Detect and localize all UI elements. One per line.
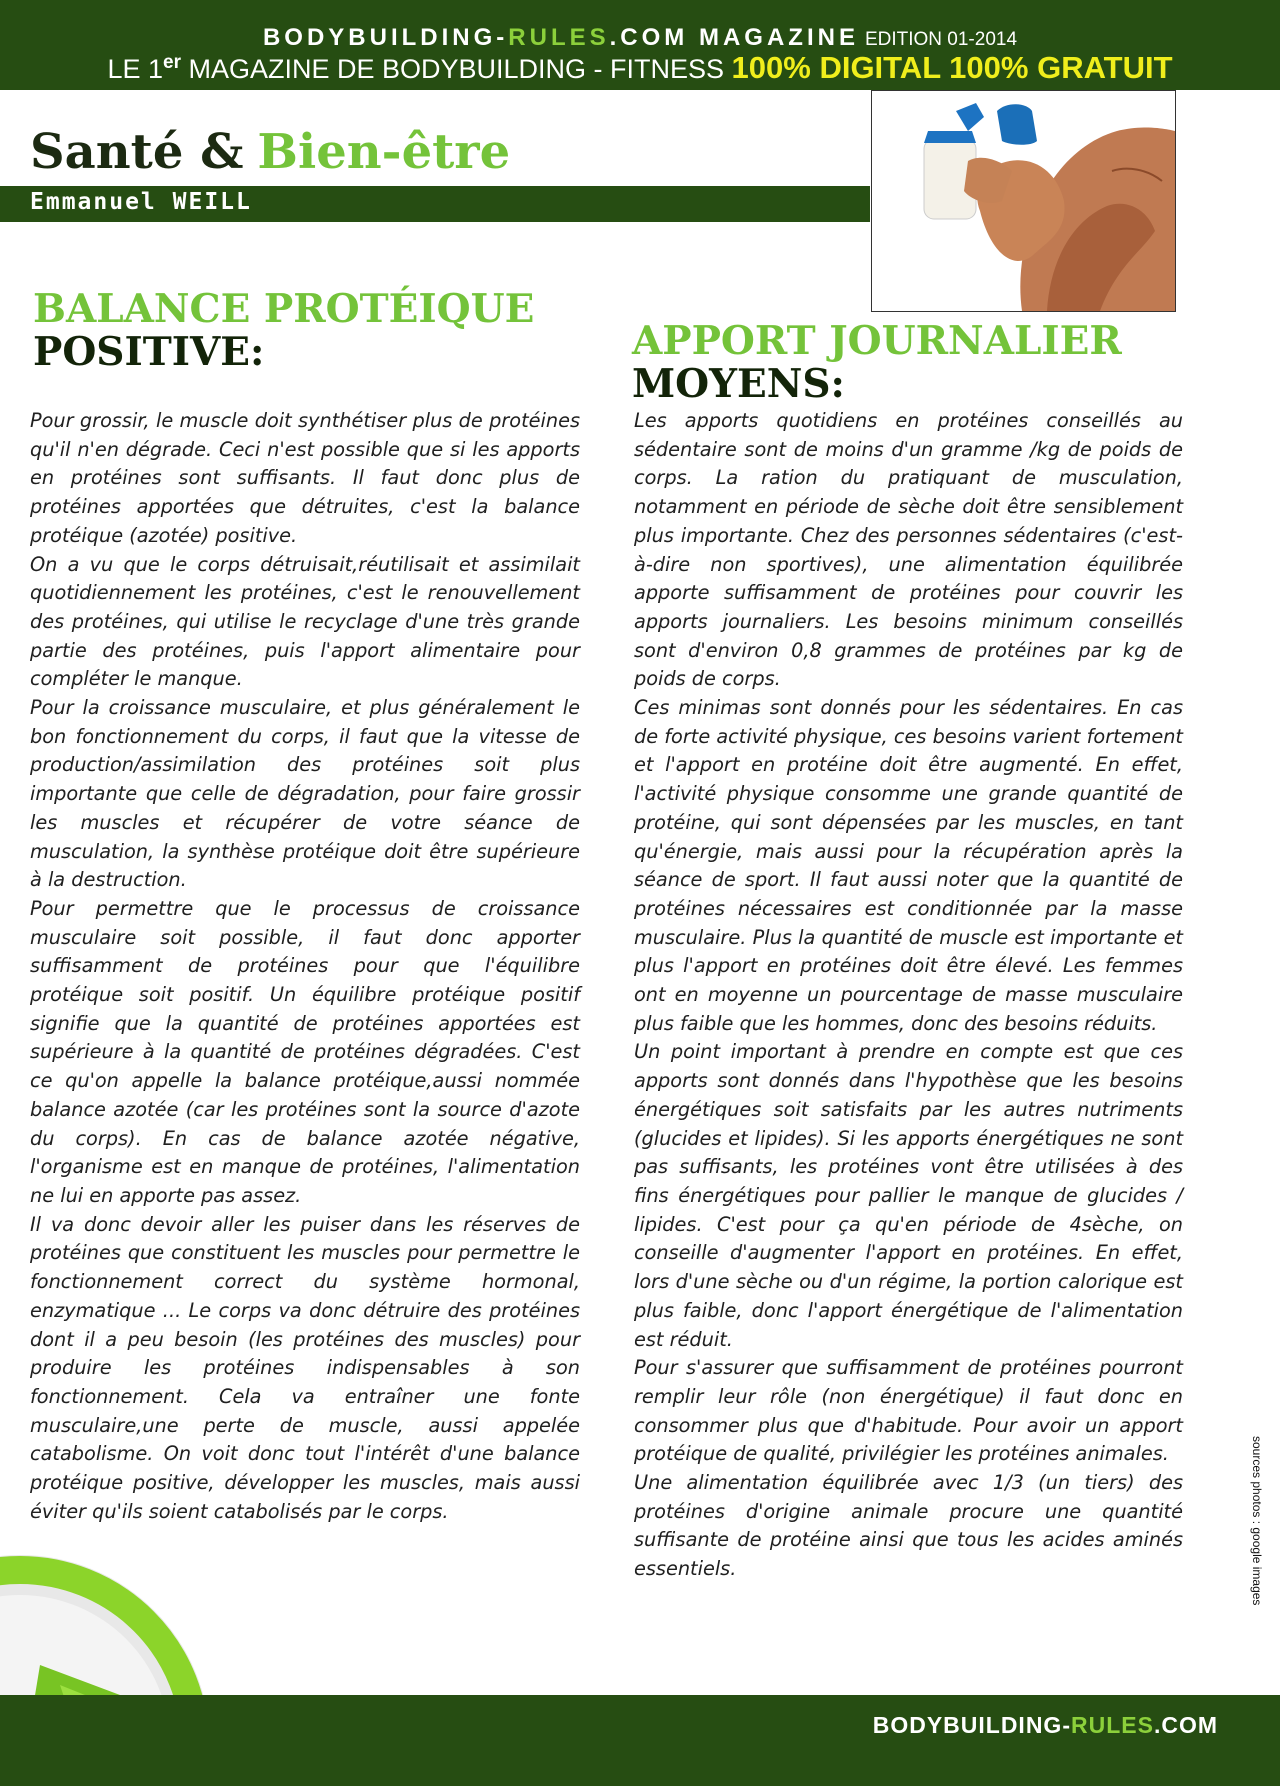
article-left-paragraph: Pour grossir, le muscle doit synthétiser plus de protéines qu'il n'en dégrade. Ceci n'est possible que si les apports en protéines sont suffisants. Il faut donc plus de protéines apportées que détruites, c'est la balance protéique (azotée) positive. bbox=[30, 409, 580, 547]
edition-label: EDITION 01-2014 bbox=[864, 29, 1018, 50]
footer-site-name: BODYBUILDING-RULES.COM bbox=[872, 1712, 1218, 1738]
article-left-body bbox=[30, 407, 580, 1526]
author-bar bbox=[0, 186, 870, 222]
article-left-paragraph: Pour la croissance musculaire, et plus généralement le bon fonctionnement du corps, il faut que la vitesse de production/assimilation des protéines soit plus importante que celle de dégradation, pour faire grossir les muscles et récupérer de votre séance de musculation, la synthèse protéique doit être supérieure à la destruction. bbox=[30, 696, 580, 892]
author-name: Emmanuel WEILL bbox=[30, 189, 252, 215]
article-right-paragraph: Les apports quotidiens en protéines conseillés au sédentaire sont de moins d'un gramme /kg de poids de corps. La ration du pratiquant de musculation, notamment en période de sèche doit être sensiblement plus importante. Chez des personnes sédentaires (c'est-à-dire non sportives), une alimentation équilibrée apporte suffisamment de protéines pour couvrir les apports journaliers. Les besoins minimum conseillés sont d'environ 0,8 grammes de protéines par kg de poids de corps. bbox=[634, 409, 1183, 691]
digital-free-highlight: 100% DIGITAL 100% GRATUIT bbox=[731, 50, 1173, 85]
article-right-paragraph: Pour s'assurer que suffisamment de protéines pourront remplir leur rôle (non énergétique) il faut donc en consommer plus que d'habitude. Pour avoir un apport protéique de qualité, privilégier les protéines animales. bbox=[634, 1356, 1183, 1466]
article-right-paragraph: Un point important à prendre en compte est que ces apports sont donnés dans l'hypothèse que les besoins énergétiques soit satisfaits par les autres nutriments (glucides et lipides). Si les apports énergétiques ne sont pas suffisants, les protéines vont être utilisées à des fins énergétiques pour pallier le manque de glucides / lipides. C'est pour ça qu'en période de 4sèche, on conseille d'augmenter l'apport en protéines. En effet, lors d'une sèche ou d'un régime, la portion calorique est plus faible, donc l'apport énergétique de l'alimentation est réduit. bbox=[634, 1040, 1183, 1351]
article-right-body bbox=[634, 407, 1183, 1584]
heading-balance-proteique: BALANCE PROTÉIQUE POSITIVE: bbox=[33, 286, 535, 375]
athlete-shaker-photo bbox=[871, 90, 1176, 312]
article-left-paragraph: Il va donc devoir aller les puiser dans les réserves de protéines que constituent les muscles pour permettre le fonctionnement correct du système hormonal, enzymatique ... Le corps va donc détruire des protéines dont il a peu besoin (les protéines des muscles) pour produire les protéines indispensables à son fonctionnement. Cela va entraîner une fonte musculaire,une perte de muscle, aussi appelée catabolisme. On voit donc tout l'intérêt d'une balance protéique positive, développer les muscles, mais aussi éviter qu'ils soient catabolisés par le corps. bbox=[30, 1212, 580, 1523]
magazine-title: BODYBUILDING-RULES.COM MAGAZINE EDITION 01-2014 bbox=[262, 24, 1018, 51]
section-title: Santé & Bien-être bbox=[30, 124, 511, 180]
article-left-paragraph: On a vu que le corps détruisait,réutilisait et assimilait quotidiennement les protéines, c'est le renouvellement des protéines, qui utilise le recyclage d'une très grande partie des protéines, puis l'apport alimentaire pour compléter le manque. bbox=[30, 552, 580, 691]
heading-apport-journalier: APPORT JOURNALIER MOYENS: bbox=[632, 318, 1122, 407]
article-left-paragraph: Pour permettre que le processus de croissance musculaire soit possible, il faut donc apporter suffisamment de protéines pour que l'équilibre protéique soit positif. Un équilibre protéique positif signifie que la quantité de protéines apportées est supérieure à la quantité de protéines dégradées. C'est ce qu'on appelle la balance protéique,aussi nommée balance azotée (car les protéines sont la source d'azote du corps). En cas de balance azotée négative, l'organisme est en manque de protéines, l'alimentation ne lui en apporte pas assez. bbox=[30, 896, 580, 1207]
article-right-paragraph: Une alimentation équilibrée avec 1/3 (un tiers) des protéines d'origine animale procure une quantité suffisante de protéine ainsi que tous les acides aminés essentiels. bbox=[634, 1471, 1183, 1581]
footer-bar bbox=[0, 1695, 1280, 1786]
magazine-header-bar bbox=[0, 0, 1280, 90]
photo-source-credit: sources photos : google images bbox=[1250, 1436, 1264, 1606]
article-right-paragraph: Ces minimas sont donnés pour les sédentaires. En cas de forte activité physique, ces besoins varient fortement et l'apport en protéine doit être augmenté. En effet, l'activité physique consomme une grande quantité de protéine, qui sont dépensées par les muscles, en tant qu'énergie, mais aussi pour la récupération après la séance de sport. Il faut aussi noter que la quantité de protéines nécessaires est conditionnée par la masse musculaire. Plus la quantité de muscle est importante et plus l'apport en protéines doit être élevé. Les femmes ont en moyenne un pourcentage de masse musculaire plus faible que les hommes, donc des besoins réduits. bbox=[634, 696, 1183, 1035]
magazine-tagline: LE 1er MAGAZINE DE BODYBUILDING - FITNESS 100% DIGITAL 100% GRATUIT bbox=[107, 50, 1173, 85]
